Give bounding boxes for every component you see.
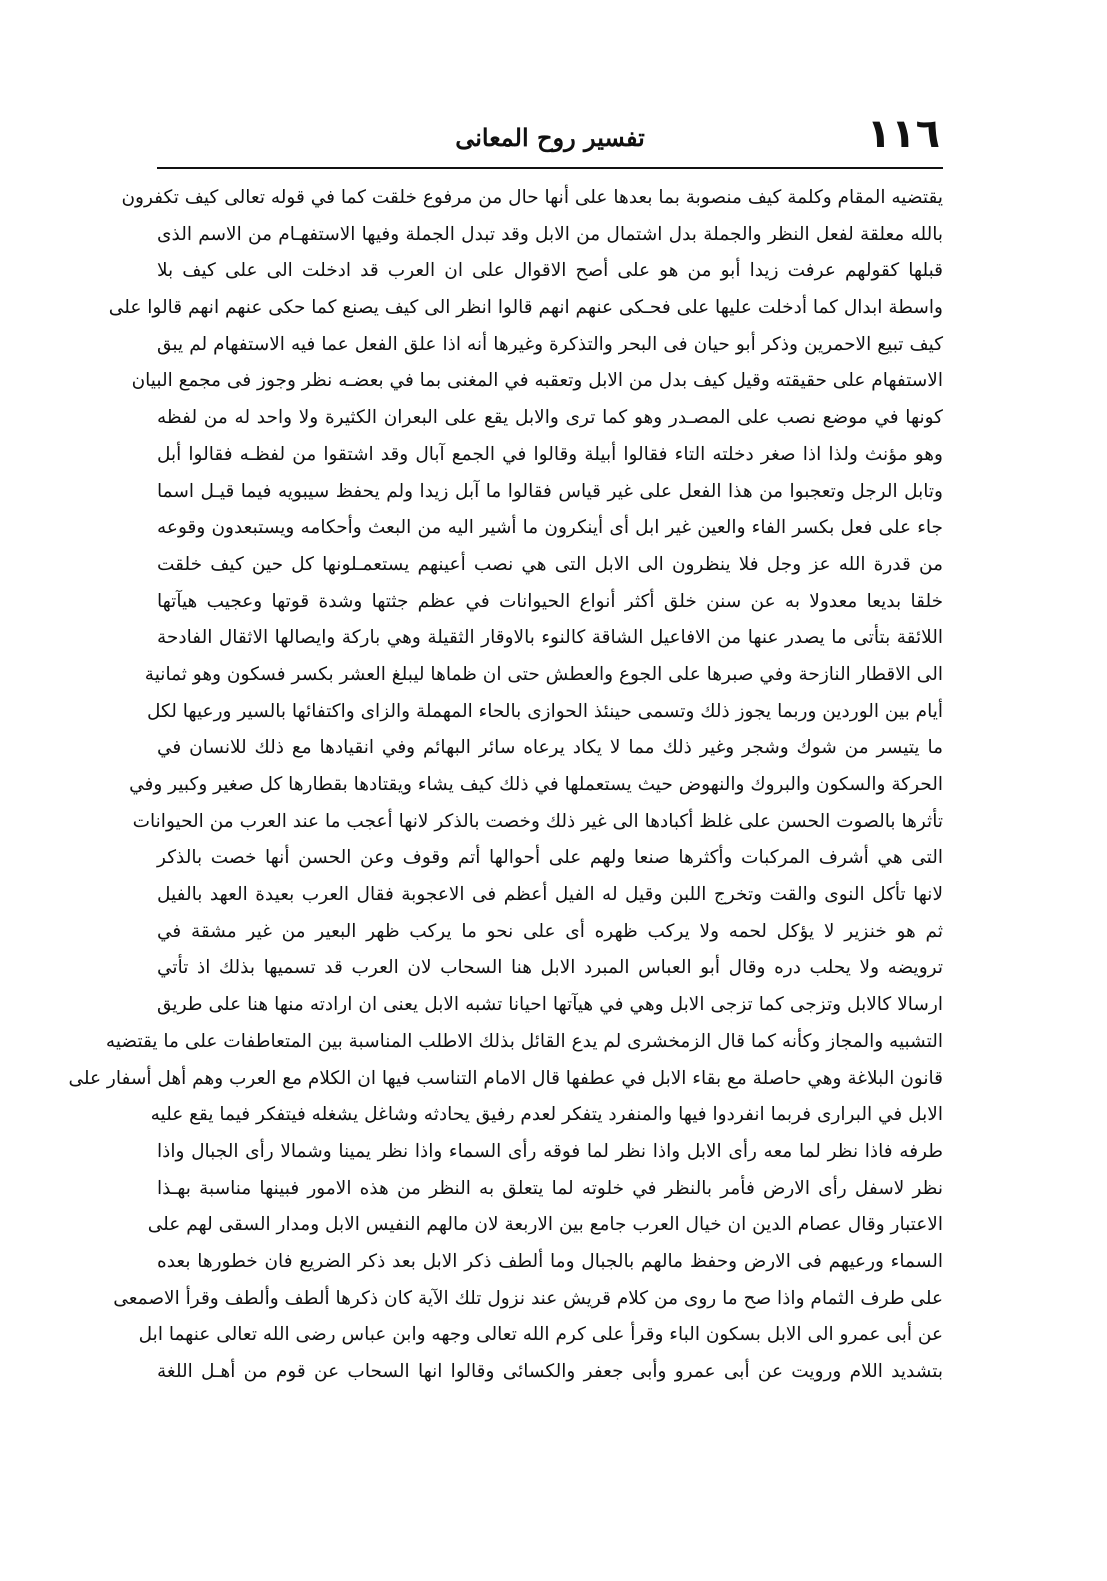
text-line: قبلها كقولهم عرفت زيدا أبو من هو على أصح الاقوال على ان العرب قد ادخلت الى على كيف بلا [157,260,943,282]
text-line: كيف تبيع الاحمرين وذكر أبو حيان فى البحر والتذكرة وغيرها أنه اذا علق الفعل عما فيه الاستفهام لم يبق [157,333,943,355]
text-line: من قدرة الله عز وجل فلا ينظرون الى الابل التى هي نصب أعينهم يستعمـلونها كل حين كيف خلقت [157,553,943,575]
text-line: الاعتبار وقال عصام الدين ان خيال العرب جامع بين الاربعة لان مالهم النفيس الابل ومدار السقى لهم على [147,1214,943,1236]
text-line: الى الاقطار النازحة وفي صبرها على الجوع والعطش حتى ان ظماها ليبلغ العشر بكسر فسكون وهو ثمانية [144,663,943,685]
text-line: جاء على فعل بكسر الفاء والعين غير ابل أى أينكرون ما أشير اليه من البعث وأحكامه ويستبعدون وقوعه [157,517,943,539]
text-line: السماء ورعيهم فى الارض وحفظ مالهم بالجبال وما ألطف ذكر الابل بعد ذكر الضريع فان خطورها بعده [157,1250,943,1272]
text-line: ثم هو خنزير لا يؤكل لحمه ولا يركب ظهره أى على نحو ما يركب ظهر البعير من غير مشقة في [157,920,943,942]
text-line: الابل في البرارى فربما انفردوا فيها والمنفرد يتفكر لعدم رفيق يحادثه وشاغل يشغله فيتفكر فيما يقع عليه [150,1104,943,1126]
text-line: التى هي أشرف المركبات وأكثرها صنعا ولهم على أحوالها أتم وقوف وعن الحسن أنها خصت بالذكر [157,847,943,869]
text-line: وتابل الرجل وتعجبوا من هذا الفعل على غير قياس فقالوا ما آبل زيدا ولم يحفظ سيبويه فيما قيـل اسما [157,480,943,502]
text-line: لانها تأكل النوى والقت وتخرج اللبن وقيل له الفيل أعظم فى الاعجوبة فقال العرب بعيدة العهد بالفيل [157,884,943,906]
text-line: بالله معلقة لفعل النظر والجملة بدل اشتمال من الابل وقد تبدل الجملة وفيها الاستفهـام من الاسم الذى [157,223,943,245]
text-line: الحركة والسكون والبروك والنهوض حيث يستعملها في ذلك كيف يشاء ويقتادها بقطارها كل صغير وكبير وفي [129,774,943,795]
text-line: نظر لاسفل رأى الارض فأمر بالنظر في خلوته لما يتعلق به النظر من هذه الامور فبينها مناسبة بهـذا [157,1177,943,1199]
text-line: أيام بين الوردين وربما يجوز ذلك وتسمى حينئذ الحوازى بالحاء المهملة والزاى واكتفائها بالسير ورعيها لكل [147,700,943,722]
text-line: الاستفهام على حقيقته وقيل كيف بدل من الابل وتعقبه في المغنى بما في بعضـه نظر وجوز فى مجمع البيان [131,370,943,392]
text-line: ارسالا كالابل وتزجى كما تزجى الابل وهي في هيآتها احيانا تشبه الابل يعنى ان ارادته منها هنا على طريق [157,994,943,1016]
text-line: تأثرها بالصوت الحسن على غلظ أكبادها الى غير ذلك وخصت بالذكر لانها أعجب ما عند العرب من الحيوانات [132,810,943,832]
running-title: تفسير روح المعانى [455,123,645,152]
text-line: التشبيه والمجاز وكأنه كما قال الزمخشرى لم يدع القائل بذلك الاطلب المناسبة بين المتعاطفات على ما يقتضيه [105,1030,943,1052]
header-rule [157,167,943,169]
text-line: وهو مؤنث ولذا اذا صغر دخلته التاء فقالوا أبيلة وقالوا في الجمع آبال وقد اشتقوا من لفظـه فقالوا أبل [157,443,943,465]
body-text [68,180,943,1391]
text-line: على طرف الثمام واذا صح ما روى من كلام قريش عند نزول تلك الآية كان ذكرها ألطف وألطف وقرأ الاصمعى [113,1287,943,1309]
text-line: اللائقة بتأتى ما يصدر عنها من الافاعيل الشاقة كالنوء بالاوقار الثقيلة وهي باركة وايصالها الاثقال الفادحة [157,627,943,649]
text-line: بتشديد اللام ورويت عن أبى عمرو وأبى جعفر والكسائى وقالوا انها السحاب عن قوم من أهـل اللغة [157,1361,943,1382]
page-header [160,108,940,160]
text-line: ترويضه ولا يحلب دره وقال أبو العباس المبرد الابل هنا السحاب لان العرب قد تسميها بذلك اذ تأتي [157,957,943,979]
text-line: قانون البلاغة وهي حاصلة مع بقاء الابل في عطفها قال الامام التناسب فيها ان الكلام مع العرب وهم أهل أسفار على [68,1067,943,1089]
text-line: كونها في موضع نصب على المصـدر وهو كما ترى والابل يقع على البعران الكثيرة ولا واحد له من لفظه [157,407,943,429]
text-line: طرفه فاذا نظر لما معه رأى الابل واذا نظر لما فوقه رأى السماء واذا نظر يمينا وشمالا رأى الجبال واذا [157,1140,943,1162]
text-line: يقتضيه المقام وكلمة كيف منصوبة بما بعدها على أنها حال من مرفوع خلقت كما في قوله تعالى كيف تكفرون [121,187,943,208]
text-line: عن أبى عمرو الى الابل بسكون الباء وقرأ على كرم الله تعالى وجهه وابن عباس رضى الله تعالى عنهما ابل [138,1324,943,1346]
text-line: واسطة ابدال كما أدخلت عليها على فحـكى عنهم انهم قالوا انظر الى كيف يصنع كما حكى عنهم انهم قالوا على [108,297,943,319]
text-line: خلقا بديعا معدولا به عن سنن خلق أكثر أنواع الحيوانات في عظم جثتها وشدة قوتها وعجيب هيآتها [157,590,943,612]
text-line: ما يتيسر من شوك وشجر وغير ذلك مما لا يكاد يرعاه سائر البهائم وفي انقيادها مع ذلك للانسان في [157,737,943,759]
page-number: ١١٦ [866,111,940,157]
